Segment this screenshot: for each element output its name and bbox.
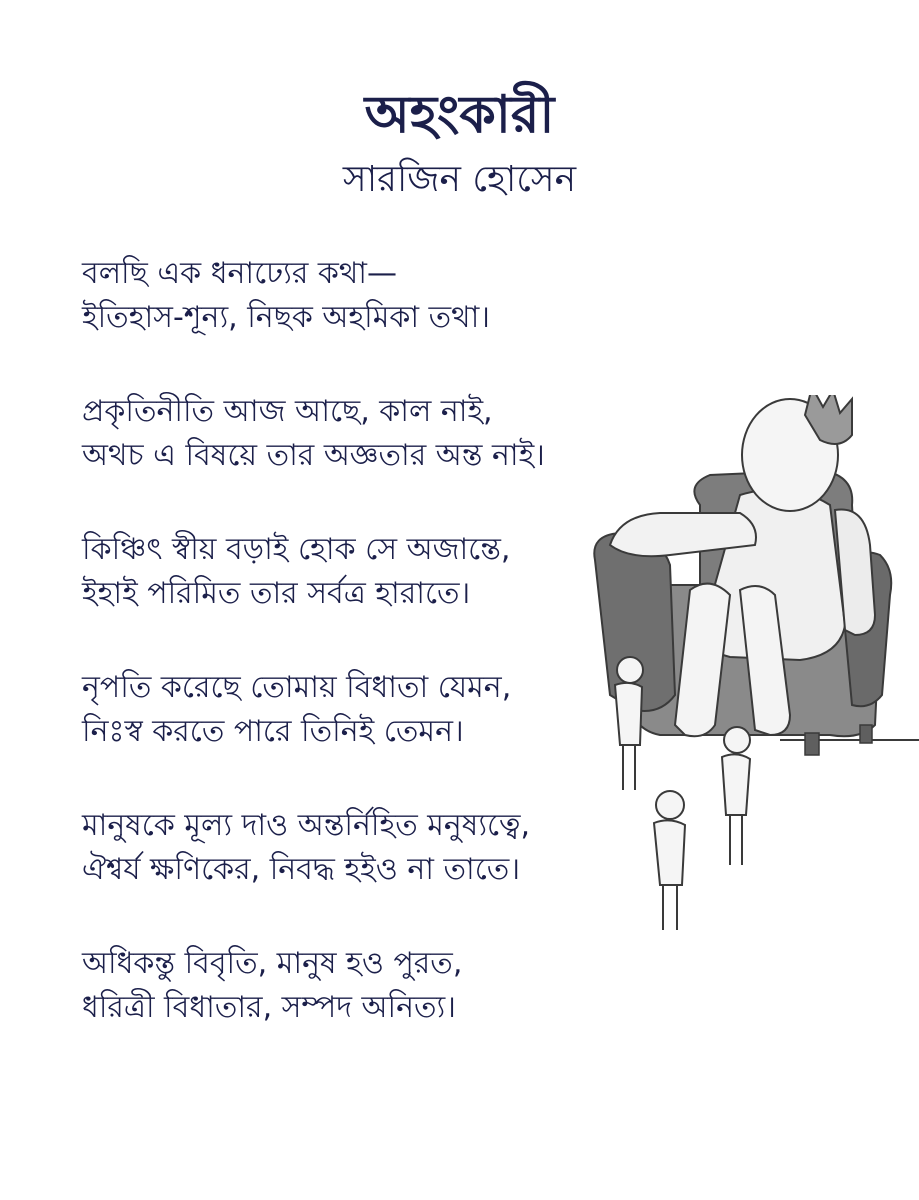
stanza — [82, 804, 642, 892]
poem-line: মানুষকে মূল্য দাও অন্তর্নিহিত মনুষ্যত্বে, — [82, 808, 530, 843]
stanza — [82, 390, 642, 478]
poem-title: অহংকারী — [364, 85, 555, 145]
small-figure-body — [722, 754, 750, 815]
poem-line: নিঃস্ব করতে পারে তিনিই তেমন। — [82, 714, 464, 749]
stanza — [82, 942, 642, 1030]
small-figure-head — [617, 657, 643, 683]
crowned-figure-on-armchair-illustration — [590, 395, 919, 940]
poem-line: বলছি এক ধনাঢ্যের কথা— — [82, 256, 397, 291]
stanza — [82, 666, 642, 754]
stanza — [82, 528, 642, 616]
poem-line: প্রকৃতিনীতি আজ আছে, কাল নাই, — [82, 394, 493, 429]
poem-line: অথচ এ বিষয়ে তার অজ্ঞতার অন্ত নাই। — [82, 438, 545, 473]
small-figure-body — [654, 820, 685, 885]
small-figure-head — [724, 727, 750, 753]
chair-leg — [805, 733, 819, 755]
chair-leg — [860, 725, 872, 743]
poem-line: ধরিত্রী বিধাতার, সম্পদ অনিত্য। — [82, 990, 456, 1025]
small-figure-head — [656, 791, 684, 819]
poem-line: কিঞ্চিৎ স্বীয় বড়াই হোক সে অজান্তে, — [82, 532, 511, 567]
small-figure-body — [615, 683, 642, 745]
poem-line: নৃপতি করেছে তোমায় বিধাতা যেমন, — [82, 670, 512, 705]
poem-body — [82, 252, 642, 1080]
poem-author: সারজিন হোসেন — [342, 159, 577, 200]
poem-line: ঐশ্বর্য ক্ষণিকের, নিবদ্ধ হইও না তাতে। — [82, 852, 521, 887]
poem-line: অধিকন্তু বিবৃতি, মানুষ হও পুরত, — [82, 946, 463, 981]
stanza — [82, 252, 642, 340]
poem-line: ইহাই পরিমিত তার সর্বত্র হারাতে। — [82, 576, 471, 611]
poem-line: ইতিহাস-শূন্য, নিছক অহমিকা তথা। — [82, 300, 490, 335]
